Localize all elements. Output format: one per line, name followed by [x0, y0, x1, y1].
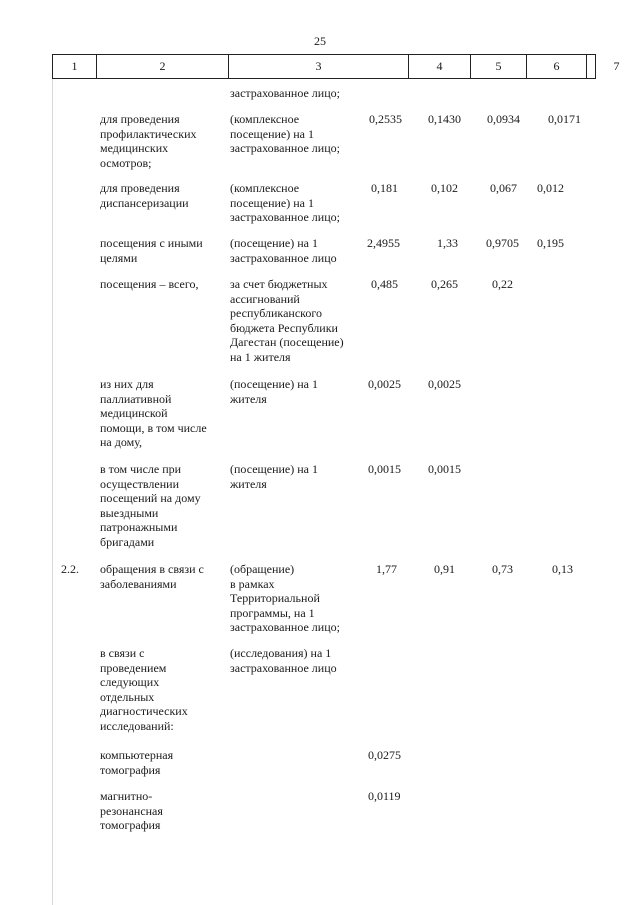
- row-3-indicator: посещения с иными целями: [100, 236, 203, 265]
- header-col-5: 5: [471, 55, 527, 78]
- row-7-indicator: обращения в связи с заболеваниями: [100, 562, 204, 591]
- row-1-col6: 0,0934: [487, 112, 520, 126]
- row-3-col4: 2,4955: [367, 236, 400, 250]
- row-2-indicator: для проведения диспансеризации: [100, 181, 189, 210]
- row-4-col6: 0,22: [492, 277, 513, 291]
- row-9-col4: 0,0275: [368, 748, 401, 762]
- row-2-unit: (комплексное посещение) на 1 застрахованное лицо;: [230, 181, 340, 225]
- row-7-col5: 0,91: [434, 562, 455, 576]
- row-3-col6: 0,9705: [486, 236, 519, 250]
- row-0-unit: застрахованное лицо;: [230, 86, 340, 100]
- header-col-3: 3: [229, 55, 409, 78]
- row-10-col4: 0,0119: [368, 789, 401, 803]
- row-10-indicator: магнитно- резонансная томография: [100, 789, 163, 833]
- row-3-unit: (посещение) на 1 застрахованное лицо: [230, 236, 337, 265]
- row-5-unit: (посещение) на 1 жителя: [230, 377, 318, 406]
- row-8-unit: (исследования) на 1 застрахованное лицо: [230, 646, 337, 675]
- page-number: 25: [314, 34, 326, 48]
- row-5-indicator: из них для паллиативной медицинской помощи, в том числе на дому,: [100, 377, 207, 450]
- row-2-col4: 0,181: [371, 181, 398, 195]
- row-7-col6: 0,73: [492, 562, 513, 576]
- row-6-indicator: в том числе при осуществлении посещений на дому выездными патронажными бригадами: [100, 462, 201, 549]
- header-col-1: 1: [53, 55, 97, 78]
- row-7-number: 2.2.: [61, 562, 79, 576]
- header-col-7: 7: [613, 59, 620, 73]
- row-4-unit: за счет бюджетных ассигнований республиканского бюджета Республики Дагестан (посещение) на 1 жителя: [230, 277, 344, 364]
- row-7-col7: 0,13: [552, 562, 573, 576]
- row-5-col5: 0,0025: [428, 377, 461, 391]
- row-7-col4: 1,77: [376, 562, 397, 576]
- row-1-unit: (комплексное посещение) на 1 застрахованное лицо;: [230, 112, 340, 156]
- row-4-indicator: посещения – всего,: [100, 277, 199, 291]
- row-1-col7: 0,0171: [548, 112, 581, 126]
- row-9-indicator: компьютерная томография: [100, 748, 174, 777]
- row-6-col5: 0,0015: [428, 462, 461, 476]
- row-1-indicator: для проведения профилактических медицинских осмотров;: [100, 112, 197, 170]
- row-8-indicator: в связи с проведением следующих отдельных диагностических исследований:: [100, 646, 188, 733]
- row-1-col4: 0,2535: [369, 112, 402, 126]
- row-3-col7: 0,195: [537, 236, 564, 250]
- row-7-unit: (обращение) в рамках Территориальной программы, на 1 застрахованное лицо;: [230, 562, 340, 635]
- row-4-col4: 0,485: [371, 277, 398, 291]
- row-4-col5: 0,265: [431, 277, 458, 291]
- row-2-col5: 0,102: [431, 181, 458, 195]
- header-col-6: 6: [527, 55, 587, 78]
- row-6-col4: 0,0015: [368, 462, 401, 476]
- row-2-col7: 0,012: [537, 181, 564, 195]
- row-2-col6: 0,067: [490, 181, 517, 195]
- row-3-col5: 1,33: [437, 236, 458, 250]
- row-5-col4: 0,0025: [368, 377, 401, 391]
- row-6-unit: (посещение) на 1 жителя: [230, 462, 318, 491]
- table-left-rule: [52, 79, 53, 905]
- table-header-row: [52, 54, 620, 79]
- row-1-col5: 0,1430: [428, 112, 461, 126]
- header-col-2: 2: [97, 55, 229, 78]
- header-col-4: 4: [409, 55, 471, 78]
